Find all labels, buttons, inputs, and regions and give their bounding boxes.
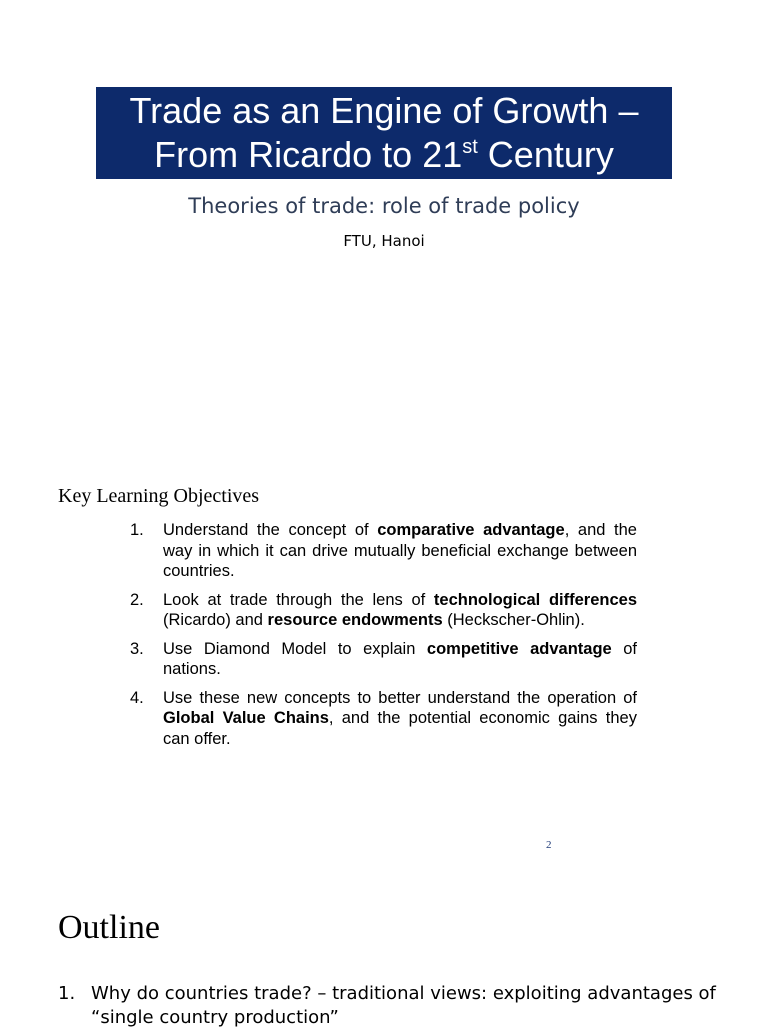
title-line-1: Trade as an Engine of Growth – [129,90,639,131]
outline-text: Why do countries trade? – traditional views: exploiting advantages of “single country production” [91,983,716,1028]
outline-list [58,982,738,1030]
title-banner [96,87,672,179]
objective-text [163,688,637,750]
objective-text-part: (Heckscher-Ohlin). [442,611,585,629]
objective-text [163,590,637,631]
objective-number: 3. [130,639,144,658]
page-number: 2 [546,839,552,851]
objective-text-part: , and the potential economic gains they can offer. [163,709,637,748]
objective-text-part: (Ricardo) and [163,611,268,629]
venue: FTU, Hanoi [343,232,425,250]
objective-text-part: , and the way in which it can drive mutually beneficial exchange between countries. [163,521,637,580]
objective-number: 4. [130,688,144,707]
objective-text-part: Understand the concept of [163,521,378,539]
objective-key-term: Global Value Chains [163,709,329,727]
objective-item [128,520,637,582]
objective-text-part: of nations. [163,639,637,678]
objective-key-term: comparative advantage [377,521,565,539]
outline-number: 1. [58,983,76,1004]
outline-item [58,982,738,1030]
title-superscript: st [462,136,478,158]
subtitle: Theories of trade: role of trade policy [188,194,580,218]
objective-item [128,590,637,631]
objective-key-term: resource endowments [267,611,443,629]
objective-text-part: Look at trade through the lens of [163,590,434,609]
objective-item [128,688,637,750]
title-line-2-text: From Ricardo to 21 [154,134,463,175]
objective-number: 2. [130,590,144,609]
title-line-2 [96,133,672,177]
objective-item [128,639,637,680]
objective-key-term: competitive advantage [426,639,612,658]
objective-number: 1. [130,521,144,539]
title-line-2-end: Century [477,134,614,175]
objectives-list [128,520,637,757]
outline-heading: Outline [58,909,160,946]
objective-text [163,520,637,582]
objective-text-part: Use these new concepts to better understand the operation of [163,688,637,707]
objectives-heading: Key Learning Objectives [58,485,260,507]
objective-key-term: technological differences [433,590,637,609]
objective-text [163,639,637,680]
objective-text-part: Use Diamond Model to explain [163,639,427,658]
